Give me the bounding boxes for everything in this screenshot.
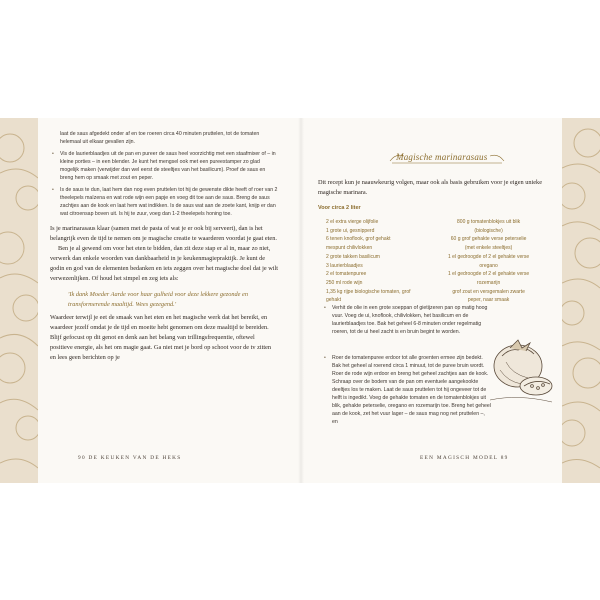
ingredient: rozemarijn xyxy=(476,279,501,286)
method-steps-top xyxy=(322,300,492,336)
recipe-intro: Dit recept kun je naauwkeurig volgen, maar ook als basis gebruiken voor je eigen unieke magische marinara. xyxy=(318,179,542,196)
page-gutter xyxy=(298,118,304,483)
ingredient: 2 grote takken basilicum xyxy=(326,253,380,260)
left-folio: 90 DE KEUKEN VAN DE HEKS xyxy=(78,455,182,461)
ingredient: 2 el extra vierge olijfolie xyxy=(326,219,379,225)
ingredient: gehakt xyxy=(326,297,342,304)
right-folio: EEN MAGISCH MODEL 89 xyxy=(420,455,509,461)
left-bullet-item: • Vis de laurierblaadjes uit de pan en pureer de saus heel voorzichtig met een staafmixer of – in kleine porties – in een blender. Je kunt het mengsel ook met een pureestamper zo glad mogelijk maken (verwijder dan wel eerst de steeltjes van het basilicum). Proef de saus en breng hem op smaak met zout en peper. xyxy=(50,150,278,182)
left-paragraph: Ben je al gewend om voor het eten te bidden, dan zit deze stap er al in, maar zo niet, verwerk dan enkele woorden van dankbaarheid in je keukenmagiepraktijk. Je kunt de godin en god van de elementen bedanken en iets zeggen over het magische doel dat je wilt verwezenlijken. Of houd het simpel en zeg iets als: xyxy=(50,245,279,282)
ingredient-list-left xyxy=(326,218,411,305)
right-decorative-border xyxy=(562,118,600,483)
recipe-yield: Voor circa 2 liter xyxy=(318,205,361,211)
ingredient: 3 laurierblaadjes xyxy=(326,262,363,269)
ingredient: peper, naar smaak xyxy=(467,297,510,304)
ingredient: 1,35 kg rijpe biologische tomaten, grof xyxy=(326,288,411,295)
ingredient: 1 grote ui, gesnipperd xyxy=(326,227,375,234)
ingredient: 2 el tomatenpuree xyxy=(326,271,367,278)
ingredient-list-right xyxy=(448,218,529,305)
left-bullet-list xyxy=(50,150,278,218)
left-page xyxy=(50,130,278,363)
left-bullet-item: • Is de saus te dun, laat hem dan nog even pruttelen tot hij de gewenste dikte heeft of roer van 2 theelepels maïzena en wat rode wijn een papje en voeg dit toe aan de saus. Breng de saus zachtjes aan de kook en laat hem wat indikken. Is de saus wat aan de zoete kant, knijp er dan wat citroensap boven uit. Is hij te zuur, voeg dan 1-2 theelepels honing toe. xyxy=(50,186,278,218)
left-closing-paragraph: Waardeer terwijl je eet de smaak van het eten en het magische werk dat het bereikt, en waardeer jezelf omdat je de tijd en moeite hebt genomen om deze maaltijd te bereiden. Blijf gefocust op dit genot en denk aan het belang van trillingsfrequentie, oftewel positieve energie, als het om magie gaat. Ga niet met je bord op schoot voor de tv zitten en lees geen berichten op je xyxy=(50,314,272,361)
blessing-quote: 'Ik dank Moeder Aarde voor haar gulheid voor deze lekkere gezonde en transformerende maaltijd. Wees gezegend.' xyxy=(68,291,248,308)
ingredient: 800 g tomatenblokjes uit blik xyxy=(457,219,521,225)
ingredient: (met enkele steeltjes) xyxy=(464,245,513,252)
ingredient: 6 tenen knoflook, grof gehakt xyxy=(326,236,391,243)
left-decorative-border xyxy=(0,118,38,483)
method-step: • Roer de tomatenpuree erdoor tot alle groenten ermee zijn bedekt. Bak het geheel al roerend circa 1 minuut, tot de puree bruin wordt. Roer de rode wijn erdoor en breng het geheel zachtjes aan de kook. Schraap over de bodem van de pan om eventuele aangekookte deeltjes los te maken. Laat de saus pruttelen tot hij ongeveer tot de helft is ingedikt. Voeg de gehakte tomaten en de tomatenblokjes uit blik, gehakte peterselie, oregano en rozemarijn toe. Breng het geheel aan de kook, zet het vuur lager – de saus mag nog net pruttelen –, en xyxy=(322,354,492,426)
ingredient: oregano xyxy=(479,262,498,269)
ingredient: 250 ml rode wijn xyxy=(326,279,363,286)
left-top-paragraph: laat de saus afgedekt onder af en toe roeren circa 40 minuten pruttelen, tot de tomaten helemaal uit elkaar gevallen zijn. xyxy=(60,131,260,145)
ingredient: grof zout en versgemalen zwarte xyxy=(452,288,525,295)
right-page xyxy=(318,178,550,211)
recipe-title: Magische marinarasaus xyxy=(396,152,488,162)
ingredient: 1 el gedroogde of 2 el gehakte verse xyxy=(448,253,530,260)
ingredient: (biologische) xyxy=(474,227,503,234)
recipe-title-frame xyxy=(388,150,506,166)
ingredient: 60 g grof gehakte verse peterselie xyxy=(450,236,527,243)
method-steps-bottom xyxy=(322,350,492,426)
ingredient: mespunt chilivlokken xyxy=(326,245,373,252)
ingredient: 1 el gedroogde of 2 el gehakte verse xyxy=(448,271,530,278)
left-paragraph: Is je marinarasaus klaar (samen met de pasta of wat je er ook bij serveert), dan is het belangrijk even de tijd te nemen om je magische creatie te waarderen voordat je gaat eten. xyxy=(50,225,277,242)
method-step: • Verhit de olie in een grote soeppan of gietijzeren pan op matig hoog vuur. Voeg de ui, knoflook, chilivlokken, het basilicum en de laurierblaadjes toe. Bak het geheel 6-8 minuten onder regelmatig roeren, tot de ui heel zacht is en bruin begint te worden. xyxy=(322,304,492,336)
tomato-illustration xyxy=(488,334,556,408)
